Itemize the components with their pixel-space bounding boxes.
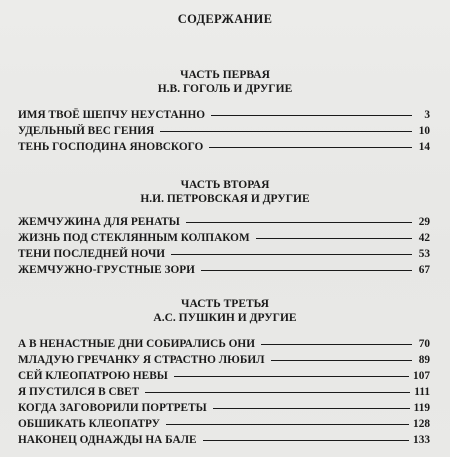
toc-entry[interactable] <box>18 232 430 248</box>
entry-title: Я ПУСТИЛСЯ В СВЕТ <box>18 386 140 398</box>
entry-page: 42 <box>418 232 430 244</box>
leader-line <box>174 376 409 377</box>
leader-line <box>186 222 412 223</box>
toc-entry[interactable] <box>18 418 430 434</box>
entry-title: СЕЙ КЛЕОПАТРОЮ НЕВЫ <box>18 370 168 382</box>
toc-entry[interactable] <box>18 386 430 402</box>
leader-line <box>145 392 410 393</box>
part-label: ЧАСТЬ ТРЕТЬЯ <box>181 298 269 310</box>
leader-line <box>213 408 410 409</box>
entry-title: КОГДА ЗАГОВОРИЛИ ПОРТРЕТЫ <box>18 402 207 414</box>
entry-page: 67 <box>418 264 430 276</box>
entry-title: ЖЕМЧУЖНО-ГРУСТНЫЕ ЗОРИ <box>18 264 195 276</box>
entry-title: ТЕНЬ ГОСПОДИНА ЯНОВСКОГО <box>18 141 204 153</box>
entry-title: ЖЕМЧУЖИНА ДЛЯ РЕНАТЫ <box>18 216 180 228</box>
entry-page: 133 <box>413 434 430 446</box>
entry-title: ОБШИКАТЬ КЛЕОПАТРУ <box>18 418 160 430</box>
entry-title: А В НЕНАСТНЫЕ ДНИ СОБИРАЛИСЬ ОНИ <box>18 338 255 350</box>
entry-title: УДЕЛЬНЫЙ ВЕС ГЕНИЯ <box>18 125 155 137</box>
entry-page: 119 <box>413 402 430 414</box>
part-label: ЧАСТЬ ВТОРАЯ <box>180 179 270 191</box>
toc-entry[interactable] <box>18 248 430 264</box>
entry-page: 53 <box>418 248 430 260</box>
leader-line <box>171 254 412 255</box>
part-subtitle: Н.И. ПЕТРОВСКАЯ И ДРУГИЕ <box>140 193 310 205</box>
entry-page: 70 <box>418 338 430 350</box>
entry-title: ИМЯ ТВОЁ ШЕПЧУ НЕУСТАННО <box>18 109 206 121</box>
entry-page: 14 <box>418 141 430 153</box>
toc-entry[interactable] <box>18 370 430 386</box>
leader-line <box>166 424 409 425</box>
part-label: ЧАСТЬ ПЕРВАЯ <box>180 69 270 81</box>
entry-title: ЖИЗНЬ ПОД СТЕКЛЯННЫМ КОЛПАКОМ <box>18 232 250 244</box>
part-3-entries <box>18 338 430 450</box>
part-subtitle: Н.В. ГОГОЛЬ И ДРУГИЕ <box>157 83 293 95</box>
entry-page: 3 <box>424 109 430 121</box>
leader-line <box>256 238 412 239</box>
toc-entry[interactable] <box>18 216 430 232</box>
part-2-entries <box>18 216 430 280</box>
leader-line <box>211 115 412 116</box>
leader-line <box>203 440 409 441</box>
toc-entry[interactable] <box>18 338 430 354</box>
entry-page: 107 <box>413 370 430 382</box>
toc-entry[interactable] <box>18 354 430 370</box>
toc-entry[interactable] <box>18 264 430 280</box>
entry-page: 89 <box>418 354 430 366</box>
toc-heading: СОДЕРЖАНИЕ <box>177 12 273 26</box>
entry-page: 29 <box>418 216 430 228</box>
toc-entry[interactable] <box>18 434 430 450</box>
entry-title: НАКОНЕЦ ОДНАЖДЫ НА БАЛЕ <box>18 434 197 446</box>
entry-page: 10 <box>418 125 430 137</box>
entry-page: 111 <box>414 386 430 398</box>
part-heading-2 <box>0 178 450 206</box>
leader-line <box>271 360 412 361</box>
entry-title: МЛАДУЮ ГРЕЧАНКУ Я СТРАСТНО ЛЮБИЛ <box>18 354 265 366</box>
toc-entry[interactable] <box>18 109 430 125</box>
toc-entry[interactable] <box>18 141 430 157</box>
entry-page: 128 <box>413 418 430 430</box>
toc-entry[interactable] <box>18 125 430 141</box>
leader-line <box>261 344 412 345</box>
part-1-entries <box>18 109 430 157</box>
leader-line <box>201 270 412 271</box>
part-heading-1 <box>0 68 450 96</box>
entry-title: ТЕНИ ПОСЛЕДНЕЙ НОЧИ <box>18 248 166 260</box>
leader-line <box>209 147 412 148</box>
toc-entry[interactable] <box>18 402 430 418</box>
leader-line <box>160 131 412 132</box>
part-heading-3 <box>0 297 450 325</box>
part-subtitle: А.С. ПУШКИН И ДРУГИЕ <box>153 312 297 324</box>
